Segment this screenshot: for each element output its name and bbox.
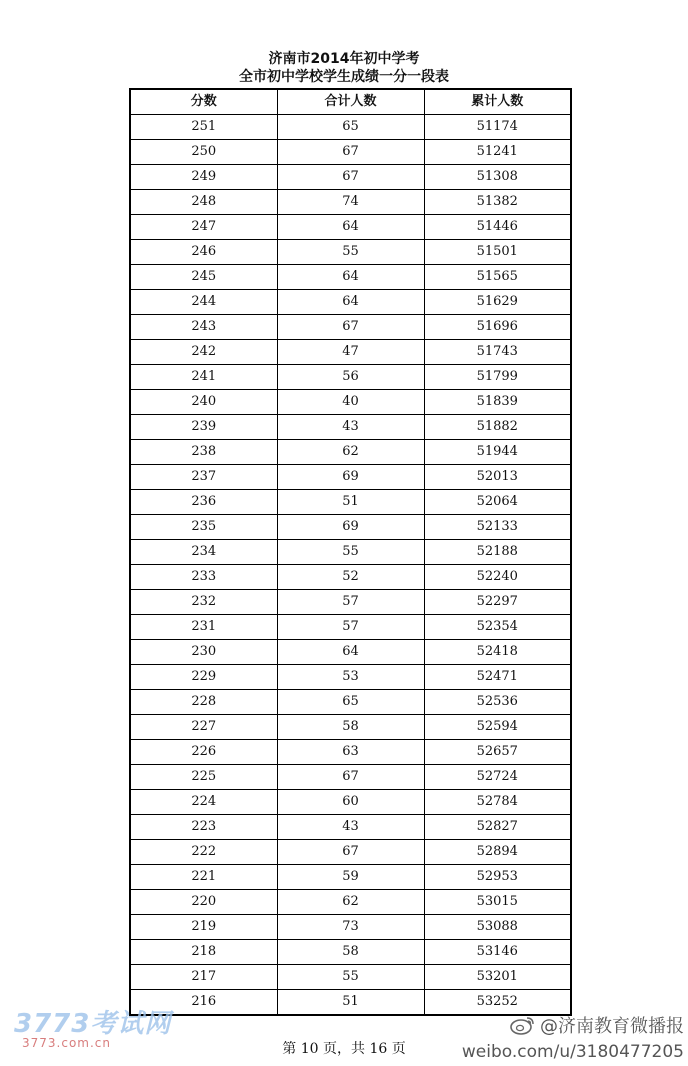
score-cell: 224 — [130, 790, 277, 815]
table-row — [130, 215, 571, 240]
table-row — [130, 690, 571, 715]
cumulative-cell: 51308 — [424, 165, 571, 190]
score-cell: 233 — [130, 565, 277, 590]
count-cell: 58 — [277, 715, 424, 740]
table-row — [130, 140, 571, 165]
score-cell: 231 — [130, 615, 277, 640]
table-row — [130, 365, 571, 390]
table-row — [130, 515, 571, 540]
cumulative-cell: 52894 — [424, 840, 571, 865]
count-cell: 63 — [277, 740, 424, 765]
weibo-url: weibo.com/u/3180477205 — [461, 1042, 684, 1062]
count-cell: 64 — [277, 290, 424, 315]
score-cell: 246 — [130, 240, 277, 265]
table-row — [130, 190, 571, 215]
score-cell: 243 — [130, 315, 277, 340]
count-cell: 64 — [277, 640, 424, 665]
count-cell: 73 — [277, 915, 424, 940]
score-cell: 221 — [130, 865, 277, 890]
table-row — [130, 290, 571, 315]
score-cell: 217 — [130, 965, 277, 990]
cumulative-cell: 51629 — [424, 290, 571, 315]
header-score: 分数 — [130, 89, 277, 115]
table-row — [130, 815, 571, 840]
cumulative-cell: 51696 — [424, 315, 571, 340]
score-table — [129, 88, 572, 1016]
score-cell: 248 — [130, 190, 277, 215]
cumulative-cell: 52471 — [424, 665, 571, 690]
count-cell: 55 — [277, 240, 424, 265]
cumulative-cell: 52594 — [424, 715, 571, 740]
document-subtitle: 全市初中学校学生成绩一分一段表 — [239, 69, 449, 85]
score-cell: 239 — [130, 415, 277, 440]
count-cell: 62 — [277, 890, 424, 915]
cumulative-cell: 53252 — [424, 990, 571, 1016]
score-cell: 237 — [130, 465, 277, 490]
cumulative-cell: 52064 — [424, 490, 571, 515]
count-cell: 53 — [277, 665, 424, 690]
table-row — [130, 415, 571, 440]
cumulative-cell: 52724 — [424, 765, 571, 790]
count-cell: 59 — [277, 865, 424, 890]
table-row — [130, 865, 571, 890]
count-cell: 65 — [277, 690, 424, 715]
table-row — [130, 940, 571, 965]
count-cell: 67 — [277, 765, 424, 790]
score-cell: 236 — [130, 490, 277, 515]
site-logo: 3773考试网 — [14, 1009, 172, 1039]
table-row — [130, 890, 571, 915]
count-cell: 67 — [277, 165, 424, 190]
count-cell: 64 — [277, 265, 424, 290]
table-row — [130, 565, 571, 590]
score-cell: 225 — [130, 765, 277, 790]
score-cell: 242 — [130, 340, 277, 365]
score-cell: 247 — [130, 215, 277, 240]
cumulative-cell: 53088 — [424, 915, 571, 940]
score-cell: 235 — [130, 515, 277, 540]
score-cell: 230 — [130, 640, 277, 665]
table-row — [130, 715, 571, 740]
cumulative-cell: 52953 — [424, 865, 571, 890]
cumulative-cell: 51743 — [424, 340, 571, 365]
site-url: 3773.com.cn — [22, 1036, 111, 1050]
table-row — [130, 740, 571, 765]
site-watermark — [14, 1003, 171, 1050]
table-header-row — [130, 89, 571, 115]
score-cell: 218 — [130, 940, 277, 965]
table-row — [130, 765, 571, 790]
table-row — [130, 490, 571, 515]
cumulative-cell: 52418 — [424, 640, 571, 665]
score-cell: 216 — [130, 990, 277, 1016]
count-cell: 65 — [277, 115, 424, 140]
count-cell: 55 — [277, 540, 424, 565]
score-cell: 226 — [130, 740, 277, 765]
cumulative-cell: 52657 — [424, 740, 571, 765]
count-cell: 62 — [277, 440, 424, 465]
table-row — [130, 915, 571, 940]
weibo-watermark — [462, 1012, 684, 1062]
cumulative-cell: 52536 — [424, 690, 571, 715]
table-row — [130, 165, 571, 190]
table-row — [130, 440, 571, 465]
count-cell: 57 — [277, 615, 424, 640]
score-cell: 222 — [130, 840, 277, 865]
count-cell: 69 — [277, 465, 424, 490]
cumulative-cell: 51174 — [424, 115, 571, 140]
table-row — [130, 315, 571, 340]
score-cell: 241 — [130, 365, 277, 390]
table-row — [130, 115, 571, 140]
cumulative-cell: 51501 — [424, 240, 571, 265]
count-cell: 40 — [277, 390, 424, 415]
cumulative-cell: 51382 — [424, 190, 571, 215]
count-cell: 64 — [277, 215, 424, 240]
score-cell: 238 — [130, 440, 277, 465]
score-cell: 229 — [130, 665, 277, 690]
cumulative-cell: 51944 — [424, 440, 571, 465]
score-cell: 251 — [130, 115, 277, 140]
header-count: 合计人数 — [277, 89, 424, 115]
table-row — [130, 615, 571, 640]
cumulative-cell: 52013 — [424, 465, 571, 490]
cumulative-cell: 51799 — [424, 365, 571, 390]
count-cell: 43 — [277, 415, 424, 440]
cumulative-cell: 52354 — [424, 615, 571, 640]
count-cell: 58 — [277, 940, 424, 965]
table-row — [130, 965, 571, 990]
score-cell: 223 — [130, 815, 277, 840]
cumulative-cell: 51565 — [424, 265, 571, 290]
count-cell: 51 — [277, 490, 424, 515]
cumulative-cell: 53015 — [424, 890, 571, 915]
score-cell: 250 — [130, 140, 277, 165]
count-cell: 67 — [277, 840, 424, 865]
page-footer: 第 10 页，共 16 页 — [282, 1041, 406, 1057]
score-cell: 220 — [130, 890, 277, 915]
table-row — [130, 240, 571, 265]
count-cell: 43 — [277, 815, 424, 840]
cumulative-cell: 52188 — [424, 540, 571, 565]
cumulative-cell: 52133 — [424, 515, 571, 540]
score-cell: 232 — [130, 590, 277, 615]
score-cell: 240 — [130, 390, 277, 415]
table-row — [130, 790, 571, 815]
count-cell: 69 — [277, 515, 424, 540]
table-row — [130, 465, 571, 490]
score-cell: 245 — [130, 265, 277, 290]
table-row — [130, 540, 571, 565]
document-title: 济南市2014年初中学考 — [268, 51, 420, 67]
score-cell: 234 — [130, 540, 277, 565]
cumulative-cell: 52827 — [424, 815, 571, 840]
cumulative-cell: 52784 — [424, 790, 571, 815]
count-cell: 47 — [277, 340, 424, 365]
table-row — [130, 340, 571, 365]
table-row — [130, 665, 571, 690]
table-row — [130, 590, 571, 615]
count-cell: 60 — [277, 790, 424, 815]
table-row — [130, 840, 571, 865]
score-cell: 244 — [130, 290, 277, 315]
score-cell: 228 — [130, 690, 277, 715]
header-cumulative: 累计人数 — [424, 89, 571, 115]
weibo-handle: @济南教育微播报 — [540, 1016, 684, 1037]
count-cell: 67 — [277, 140, 424, 165]
count-cell: 67 — [277, 315, 424, 340]
cumulative-cell: 51241 — [424, 140, 571, 165]
count-cell: 52 — [277, 565, 424, 590]
table-row — [130, 640, 571, 665]
count-cell: 51 — [277, 990, 424, 1016]
cumulative-cell: 52240 — [424, 565, 571, 590]
count-cell: 55 — [277, 965, 424, 990]
table-row — [130, 265, 571, 290]
cumulative-cell: 52297 — [424, 590, 571, 615]
cumulative-cell: 53146 — [424, 940, 571, 965]
count-cell: 57 — [277, 590, 424, 615]
count-cell: 56 — [277, 365, 424, 390]
weibo-icon — [510, 1015, 536, 1035]
cumulative-cell: 53201 — [424, 965, 571, 990]
score-cell: 227 — [130, 715, 277, 740]
score-cell: 249 — [130, 165, 277, 190]
score-cell: 219 — [130, 915, 277, 940]
cumulative-cell: 51446 — [424, 215, 571, 240]
table-row — [130, 390, 571, 415]
cumulative-cell: 51839 — [424, 390, 571, 415]
count-cell: 74 — [277, 190, 424, 215]
cumulative-cell: 51882 — [424, 415, 571, 440]
table-body — [130, 115, 571, 1016]
